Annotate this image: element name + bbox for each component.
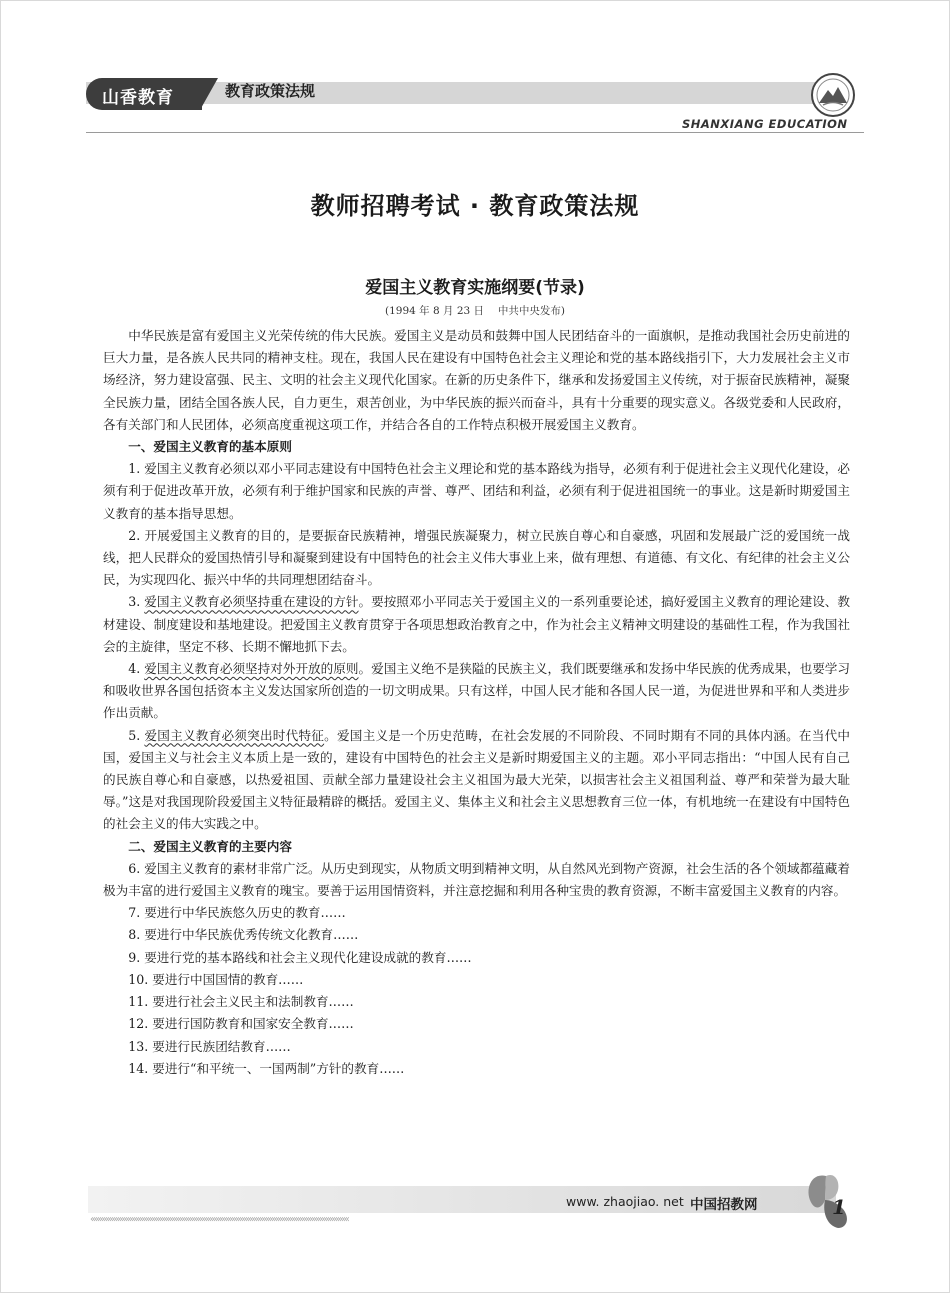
paragraph-5 xyxy=(103,725,850,836)
document-body xyxy=(103,325,850,1080)
page-number: 1 xyxy=(832,1195,846,1219)
header-brand: 山香教育 xyxy=(102,88,174,108)
paragraph-4-text: 。爱国主义绝不是狭隘的民族主义，我们既要继承和发扬中华民族的优秀成果，也要学习和吸收世界各国包括资本主义发达国家所创造的一切文明成果。只有这样，中国人民才能和各国人民一道，为促进世界和平和人类进步作出贡献。 xyxy=(103,661,851,721)
list-item: 13. 要进行民族团结教育…… xyxy=(128,1038,291,1054)
document-title: 爱国主义教育实施纲要(节录) xyxy=(365,278,585,298)
paragraph-1: 1. 爱国主义教育必须以邓小平同志建设有中国特色社会主义理论和党的基本路线为指导，必须有利于促进社会主义现代化建设，必须有利于促进改革开放，必须有利于维护国家和民族的声誉、尊严、团结和利益，必须有利于促进祖国统一的事业。这是新时期爱国主义教育的基本指导思想。 xyxy=(103,461,850,521)
list-item: 12. 要进行国防教育和国家安全教育…… xyxy=(128,1016,354,1032)
paragraph-2: 2. 开展爱国主义教育的目的，是要振奋民族精神，增强民族凝聚力，树立民族自尊心和自豪感，巩固和发展最广泛的爱国统一战线，把人民群众的爱国热情引导和凝聚到建设有中国特色的社会主义伟大事业上来，做有理想、有道德、有文化、有纪律的社会主义公民，为实现四化、振兴中华的共同理想团结奋斗。 xyxy=(103,527,850,588)
paragraph-5-number: 5. xyxy=(128,727,145,743)
list-item: 7. 要进行中华民族悠久历史的教育…… xyxy=(128,905,346,921)
page-title: 教师招聘考试 · 教育政策法规 xyxy=(310,192,640,220)
publication-note: (1994 年 8 月 23 日 中共中央发布) xyxy=(385,305,565,317)
list-item: 8. 要进行中华民族优秀传统文化教育…… xyxy=(128,927,359,943)
list-item: 14. 要进行“和平统一、一国两制”方针的教育…… xyxy=(128,1060,405,1076)
header-english-name: SHANXIANG EDUCATION xyxy=(682,117,848,131)
paragraph-3-text: 。要按照邓小平同志关于爱国主义的一系列重要论述，搞好爱国主义教育的理论建设、教材建设、制度建设和基地建设。把爱国主义教育贯穿于各项思想政治教育之中，作为社会主义精神文明建设的基础性工程，作为我国社会的主旋律，坚定不移、长期不懈地抓下去。 xyxy=(103,594,851,654)
footer-website-link[interactable]: www. zhaojiao. net xyxy=(566,1194,684,1209)
paragraph-3 xyxy=(103,591,850,658)
paragraph-4-key-phrase: 爱国主义教育必须坚持对外开放的原则 xyxy=(144,661,359,677)
footer-brand: 中国招教网 xyxy=(690,1197,758,1213)
list-item: 9. 要进行党的基本路线和社会主义现代化建设成就的教育…… xyxy=(128,949,472,965)
footer-chevron-strip: ‹‹‹‹‹‹‹‹‹‹‹‹‹‹‹‹‹‹‹‹‹‹‹‹‹‹‹‹‹‹‹‹‹‹‹‹‹‹‹‹‹‹‹‹‹‹‹‹‹‹‹‹‹‹‹‹‹‹‹‹‹‹‹‹‹‹‹‹‹‹‹‹‹‹‹‹‹‹‹‹‹‹‹‹‹‹‹‹‹‹‹‹‹‹‹‹‹‹‹‹‹‹‹‹‹‹‹‹‹‹‹‹‹‹‹‹‹‹‹‹‹‹‹‹‹‹‹‹‹ xyxy=(90,1214,348,1225)
list-item: 11. 要进行社会主义民主和法制教育…… xyxy=(128,994,354,1010)
paragraph-6: 6. 爱国主义教育的素材非常广泛。从历史到现实，从物质文明到精神文明，从自然风光到物产资源，社会生活的各个领域都蕴藏着极为丰富的进行爱国主义教育的瑰宝。要善于运用国情资料，并注意挖掘和利用各种宝贵的教育资源，不断丰富爱国主义教育的内容。 xyxy=(103,860,850,899)
header-rule xyxy=(86,132,864,133)
paragraph-5-key-phrase: 爱国主义教育必须突出时代特征 xyxy=(144,727,325,743)
paragraph-5-text: 。爱国主义是一个历史范畴，在社会发展的不同阶段、不同时期有不同的具体内涵。在当代中国，爱国主义与社会主义本质上是一致的，建设有中国特色的社会主义是新时期爱国主义的主题。邓小平同志指出：“中国人民有自己的民族自尊心和自豪感，以热爱祖国、贡献全部力量建设社会主义祖国为最大光荣，以损害社会主义祖国利益、尊严和荣誉为最大耻辱。”这是对我国现阶段爱国主义特征最精辟的概括。爱国主义、集体主义和社会主义思想教育三位一体，有机地统一在建设有中国特色的社会主义的伟大实践之中。 xyxy=(103,727,850,832)
paragraph-4 xyxy=(103,658,850,725)
paragraph-3-number: 3. xyxy=(128,594,145,610)
shanxiang-logo-icon xyxy=(810,72,856,118)
section-heading-1: 一、爱国主义教育的基本原则 xyxy=(128,439,292,455)
list-item: 10. 要进行中国国情的教育…… xyxy=(128,971,304,987)
paragraph-4-number: 4. xyxy=(128,661,145,677)
header-section-title: 教育政策法规 xyxy=(225,82,316,100)
intro-paragraph: 中华民族是富有爱国主义光荣传统的伟大民族。爱国主义是动员和鼓舞中国人民团结奋斗的一面旗帜，是推动我国社会历史前进的巨大力量，是各族人民共同的精神支柱。现在，我国人民在建设有中国特色社会主义理论和党的基本路线指引下，大力发展社会主义市场经济，努力建设富强、民主、文明的社会主义现代化国家。在新的历史条件下，继承和发扬爱国主义传统，对于振奋民族精神，凝聚全民族力量，团结全国各族人民，自力更生，艰苦创业，为中华民族的振兴而奋斗，具有十分重要的现实意义。各级党委和人民政府，各有关部门和人民团体，必须高度重视这项工作，并结合各自的工作特点积极开展爱国主义教育。 xyxy=(103,328,850,432)
section-heading-2: 二、爱国主义教育的主要内容 xyxy=(128,838,292,854)
paragraph-3-key-phrase: 爱国主义教育必须坚持重在建设的方针 xyxy=(144,594,359,610)
butterfly-icon xyxy=(790,1170,860,1232)
header-tab-notch xyxy=(200,78,218,110)
